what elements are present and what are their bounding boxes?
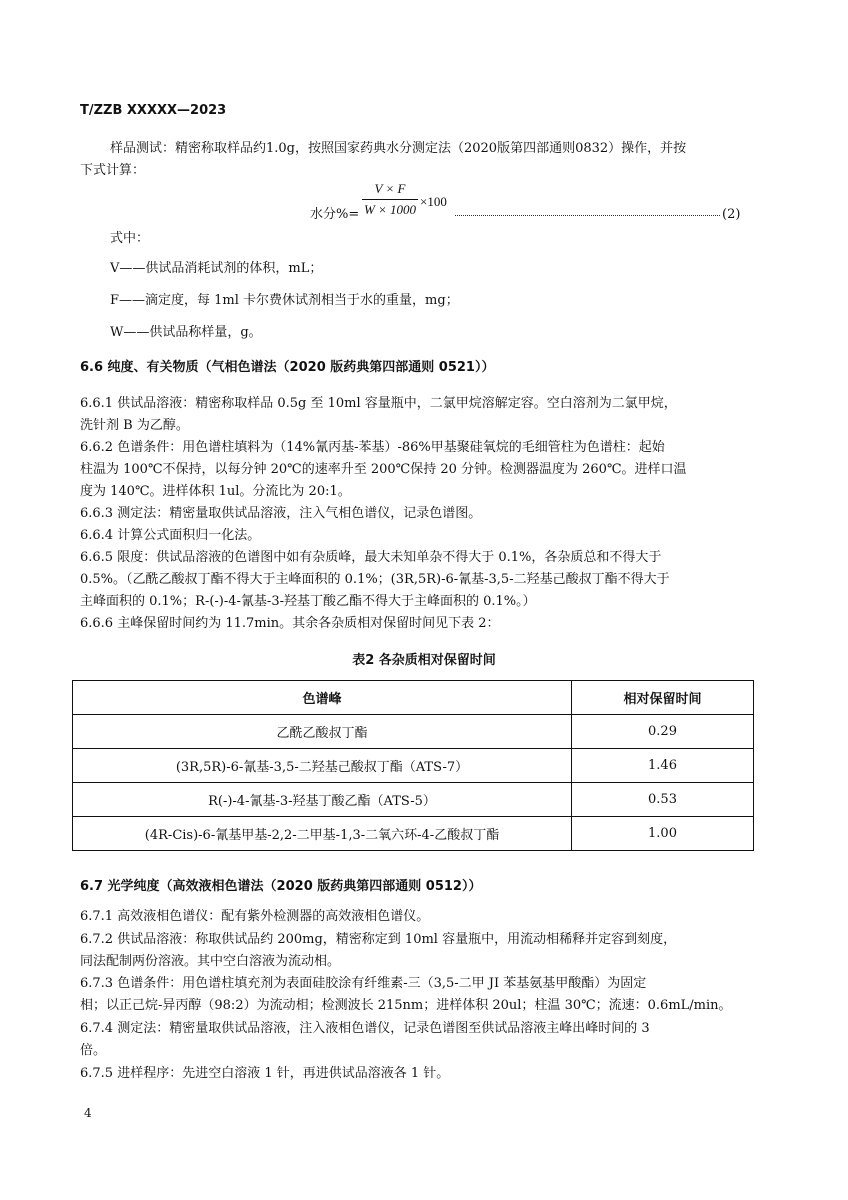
section-6-7-heading: 6.7 光学纯度（高效液相色谱法（2020 版药典第四部通则 0512）） (80, 879, 482, 894)
sample-test-line-1: 样品测试：精密称取样品约1.0g，按照国家药典水分测定法（2020版第四部通则0832）操作，并按 (110, 141, 687, 156)
para-6-6-2-line-1: 6.6.2 色谱条件：用色谱柱填料为（14%氰丙基-苯基）-86%甲基聚硅氧烷的毛细管柱为色谱柱：起始 (80, 440, 665, 455)
fraction-line (362, 199, 418, 200)
column-header-peak: 色谱峰 (73, 681, 572, 715)
para-6-6-5-line-1: 6.6.5 限度：供试品溶液的色谱图中如有杂质峰，最大未知单杂不得大于 0.1%，各杂质总和不得大于 (80, 550, 662, 565)
peak-name-cell: (4R-Cis)-6-氰基甲基-2,2-二甲基-1,3-二氧六环-4-乙酸叔丁酯 (73, 817, 572, 851)
para-6-7-1: 6.7.1 高效液相色谱仪：配有紫外检测器的高效液相色谱仪。 (80, 909, 430, 924)
para-6-6-1-line-1: 6.6.1 供试品溶液：精密称取样品 0.5g 至 10ml 容量瓶中，二氯甲烷溶解定容。空白溶剂为二氯甲烷， (80, 396, 677, 411)
formula-number: (2) (722, 207, 741, 222)
para-6-6-5-line-2: 0.5%。（乙酰乙酸叔丁酯不得大于主峰面积的 0.1%；(3R,5R)-6-氰基-3,5-二羟基己酸叔丁酯不得大于 (80, 572, 670, 587)
peak-name-cell: 乙酰乙酸叔丁酯 (73, 715, 572, 749)
formula-lhs: 水分%= (310, 207, 360, 222)
table-row (73, 749, 754, 783)
v-definition: V——供试品消耗试剂的体积，mL； (110, 261, 323, 276)
table-2-caption: 表2 各杂质相对保留时间 (352, 653, 496, 668)
para-6-6-3: 6.6.3 测定法：精密量取供试品溶液，注入气相色谱仪，记录色谱图。 (80, 506, 482, 521)
table-row (73, 783, 754, 817)
table-header-row (73, 681, 754, 715)
para-6-6-4: 6.6.4 计算公式面积归一化法。 (80, 528, 261, 543)
para-6-6-1-line-2: 洗针剂 B 为乙醇。 (80, 418, 189, 433)
formula-denominator: W × 1000 (363, 202, 417, 217)
sample-test-line-2: 下式计算： (80, 163, 146, 178)
rrt-cell: 1.46 (572, 749, 754, 783)
para-6-6-6: 6.6.6 主峰保留时间约为 11.7min。其余各杂质相对保留时间见下表 2： (80, 616, 500, 631)
para-6-7-5: 6.7.5 进样程序：先进空白溶液 1 针，再进供试品溶液各 1 针。 (80, 1066, 450, 1081)
para-6-6-5-line-3: 主峰面积的 0.1%；R-(-)-4-氰基-3-羟基丁酸乙酯不得大于主峰面积的 0.1%。） (80, 594, 536, 609)
para-6-7-4-line-2: 倍。 (80, 1043, 107, 1058)
peak-name-cell: (3R,5R)-6-氰基-3,5-二羟基己酸叔丁酯（ATS-7） (73, 749, 572, 783)
para-6-7-3-line-1: 6.7.3 色谱条件：用色谱柱填充剂为表面硅胶涂有纤维素-三（3,5-二甲 JI 苯基氨基甲酸酯）为固定 (80, 976, 647, 991)
impurity-retention-table (72, 680, 754, 851)
page-number: 4 (84, 1106, 92, 1120)
f-definition: F——滴定度，每 1ml 卡尔费休试剂相当于水的重量，mg； (110, 293, 459, 308)
para-6-6-2-line-2: 柱温为 100℃不保持，以每分钟 20℃的速率升至 200℃保持 20 分钟。检测器温度为 260℃。进样口温 (80, 462, 687, 477)
rrt-cell: 0.29 (572, 715, 754, 749)
peak-name-cell: R(-)-4-氰基-3-羟基丁酸乙酯（ATS-5） (73, 783, 572, 817)
para-6-6-2-line-3: 度为 140℃。进样体积 1ul。分流比为 20:1。 (80, 484, 351, 499)
w-definition: W——供试品称样量，g。 (110, 325, 262, 340)
rrt-cell: 0.53 (572, 783, 754, 817)
para-6-7-2-line-2: 同法配制两份溶液。其中空白溶液为流动相。 (80, 954, 341, 969)
formula-multiplier: ×100 (420, 194, 447, 209)
para-6-7-3-line-2: 相；以正己烷-异丙醇（98:2）为流动相；检测波长 215nm；进样体积 20ul；柱温 30℃；流速：0.6mL/min。 (80, 998, 732, 1013)
rrt-cell: 1.00 (572, 817, 754, 851)
table-row (73, 817, 754, 851)
where-label: 式中： (110, 231, 150, 246)
section-6-6-heading: 6.6 纯度、有关物质（气相色谱法（2020 版药典第四部通则 0521）） (80, 360, 495, 375)
formula-leader-dots (455, 205, 720, 216)
column-header-rrt: 相对保留时间 (572, 681, 754, 715)
formula-numerator: V × F (374, 181, 406, 196)
para-6-7-2-line-1: 6.7.2 供试品溶液：称取供试品约 200mg，精密称定到 10ml 容量瓶中，用流动相稀释并定容到刻度， (80, 932, 677, 947)
para-6-7-4-line-1: 6.7.4 测定法：精密量取供试品溶液，注入液相色谱仪，记录色谱图至供试品溶液主峰出峰时间的 3 (80, 1021, 650, 1036)
table-row (73, 715, 754, 749)
document-code: T/ZZB XXXXX—2023 (80, 103, 227, 118)
